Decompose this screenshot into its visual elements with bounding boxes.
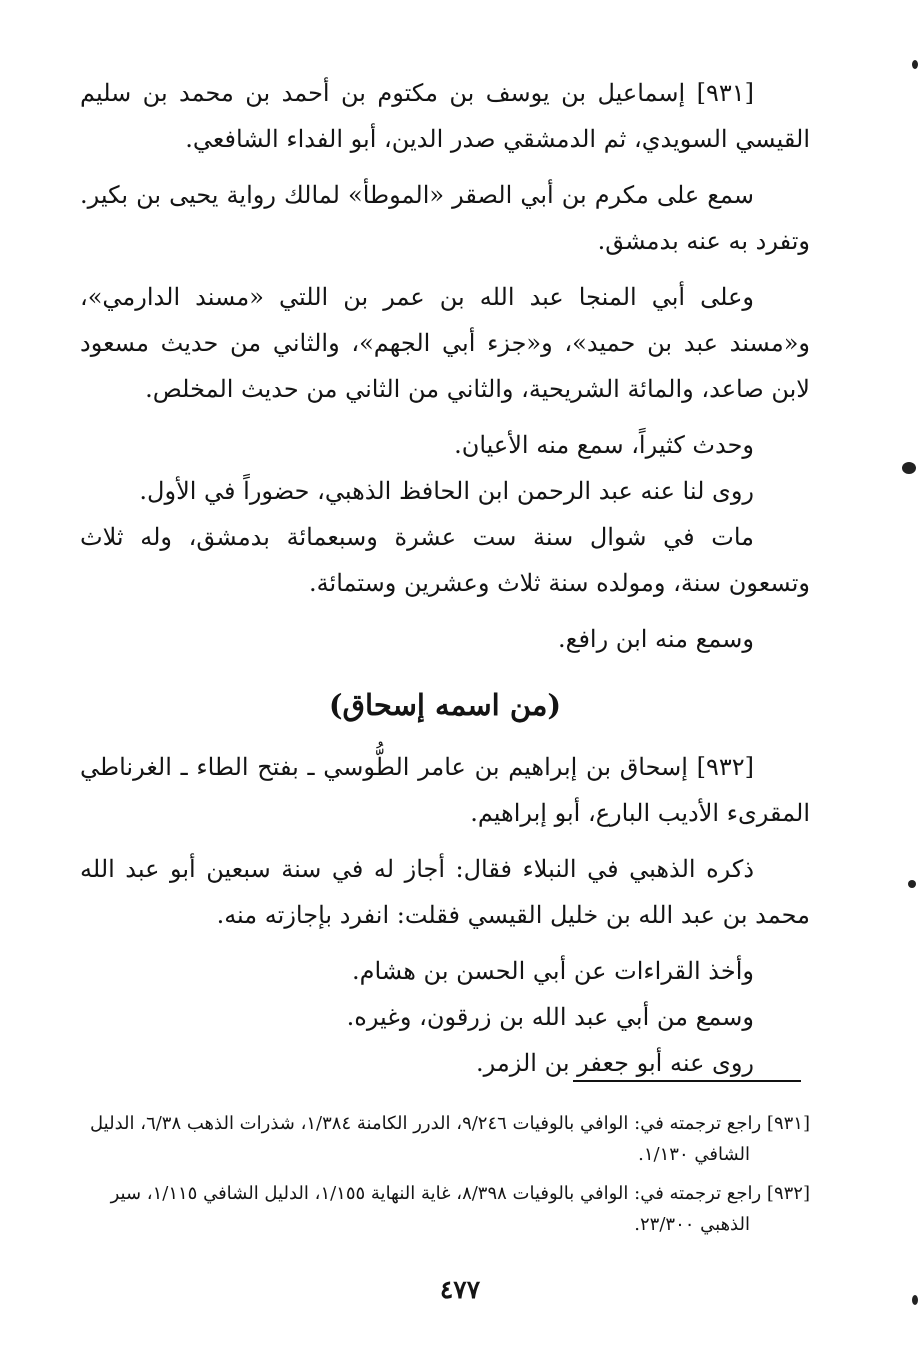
main-text [80, 70, 810, 1086]
section-heading: (من اسمه إسحاق) [328, 688, 562, 722]
entry-932-paragraph-1: ذكره الذهبي في النبلاء فقال: أجاز له في سنة سبعين أبو عبد الله محمد بن عبد الله بن خليل القيسي فقلت: انفرد بإجازته منه. [80, 855, 810, 929]
footnote-divider [573, 1080, 801, 1082]
entry-931-paragraph-6: وسمع منه ابن رافع. [558, 625, 754, 653]
entry-932-paragraph-3: وسمع من أبي عبد الله بن زرقون، وغيره. [346, 1003, 754, 1031]
footnote-931-line-2: الشافي ١/١٣٠. [638, 1144, 750, 1165]
footnote-932-line-2: الذهبي ٢٣/٣٠٠. [634, 1214, 750, 1235]
entry-931-paragraph-5: مات في شوال سنة ست عشرة وسبعمائة بدمشق، وله ثلاث وتسعون سنة، ومولده سنة ثلاث وعشرين وستمائة. [80, 523, 810, 597]
entry-931-paragraph-4: روى لنا عنه عبد الرحمن ابن الحافظ الذهبي، حضوراً في الأول. [139, 477, 754, 505]
footnote-931 [80, 1108, 810, 1170]
entry-932-paragraph-4: روى عنه أبو جعفر بن الزمر. [476, 1049, 754, 1077]
footnote-932-line-1: [٩٣٢] راجع ترجمته في: الوافي بالوفيات ٨/٣٩٨، غاية النهاية ١/١٥٥، الدليل الشافي ١/١١٥، سير [110, 1183, 810, 1204]
scan-speck [908, 880, 916, 888]
entry-931-paragraph-1: سمع على مكرم بن أبي الصقر «الموطأ» لمالك رواية يحيى بن بكير. وتفرد به عنه بدمشق. [80, 181, 810, 255]
entry-932-paragraph-2: وأخذ القراءات عن أبي الحسن بن هشام. [352, 957, 754, 985]
entry-931-paragraph-3: وحدث كثيراً، سمع منه الأعيان. [454, 431, 754, 459]
scan-speck [902, 462, 916, 474]
footnote-932 [80, 1178, 810, 1240]
footnote-931-line-1: [٩٣١] راجع ترجمته في: الوافي بالوفيات ٩/٢٤٦، الدرر الكامنة ١/٣٨٤، شذرات الذهب ٦/٣٨، الدليل [90, 1113, 810, 1134]
entry-932-header: [٩٣٢] إسحاق بن إبراهيم بن عامر الطُّوسي ـ بفتح الطاء ـ الغرناطي المقرىء الأديب البارع، أبو إبراهيم. [80, 753, 810, 827]
scan-speck [912, 60, 918, 69]
footnotes [80, 1108, 810, 1248]
entry-931-paragraph-2: وعلى أبي المنجا عبد الله بن عمر بن اللتي «مسند الدارمي»، و«مسند عبد بن حميد»، و«جزء أبي الجهم»، والثاني من حديث مسعود لابن صاعد، والمائة الشريحية، والثاني من الثاني من حديث المخلص. [80, 283, 810, 403]
page-number: ٤٧٧ [439, 1275, 481, 1304]
entry-931-header: [٩٣١] إسماعيل بن يوسف بن مكتوم بن أحمد بن محمد بن سليم القيسي السويدي، ثم الدمشقي صدر الدين، أبو الفداء الشافعي. [80, 79, 810, 153]
scan-speck [912, 1295, 918, 1305]
